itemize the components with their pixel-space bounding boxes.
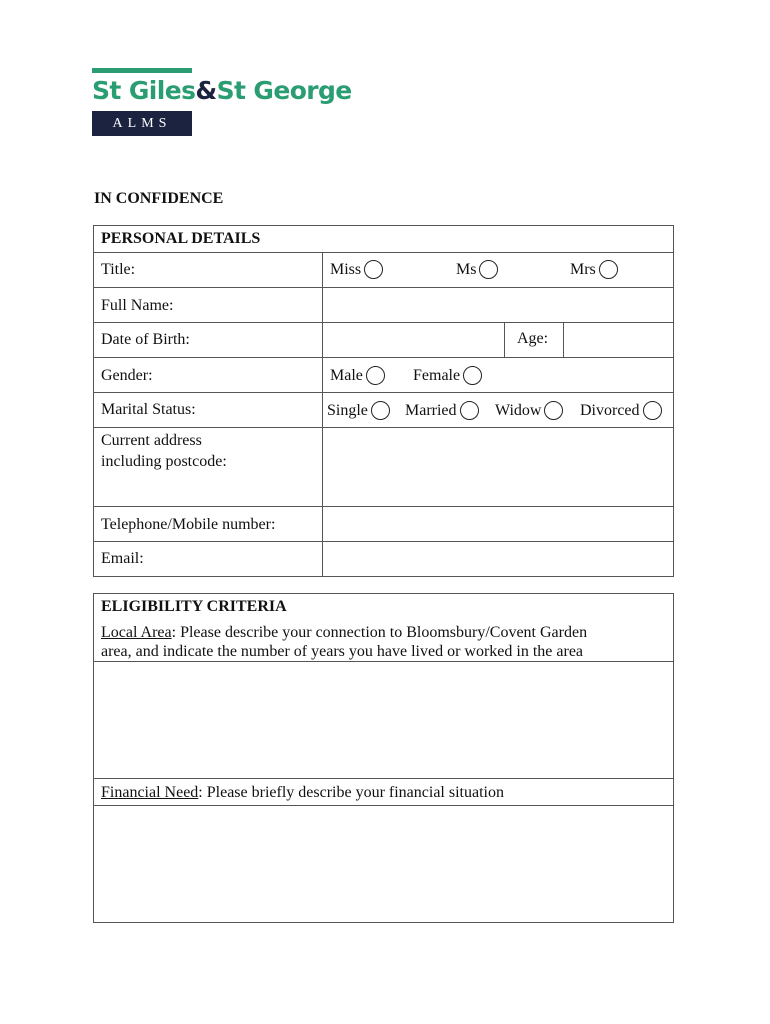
radio-circle-icon[interactable] [599, 260, 618, 279]
address-label-line-1: Current address [101, 432, 202, 449]
fullname-label: Full Name: [101, 297, 174, 314]
address-label [101, 430, 227, 472]
marital-option-widow[interactable] [495, 401, 563, 420]
title-row [94, 253, 673, 288]
marital-option-single[interactable] [327, 401, 390, 420]
gender-option-female[interactable] [413, 366, 482, 385]
eligibility-heading: ELIGIBILITY CRITERIA [101, 598, 287, 615]
marital-option-label: Single [327, 402, 368, 419]
address-label-line-2: including postcode: [101, 453, 227, 470]
marital-option-label: Married [405, 402, 457, 419]
eligibility-table [93, 593, 674, 923]
title-label: Title: [101, 261, 136, 278]
radio-circle-icon[interactable] [366, 366, 385, 385]
local-area-answer-box[interactable] [94, 662, 673, 779]
eligibility-heading-row [94, 594, 673, 662]
address-row [94, 428, 673, 507]
confidence-heading: IN CONFIDENCE [94, 190, 224, 207]
gender-option-label: Female [413, 367, 461, 384]
title-option-miss[interactable] [330, 260, 383, 279]
gender-row [94, 358, 673, 393]
logo-ampersand: & [195, 76, 217, 105]
radio-circle-icon[interactable] [643, 401, 662, 420]
gender-option-label: Male [330, 367, 363, 384]
local-area-text-1: : Please describe your connection to Bloomsbury/Covent Garden [171, 624, 588, 641]
logo-accent-bar [92, 68, 192, 73]
radio-circle-icon[interactable] [463, 366, 482, 385]
organisation-logo [92, 68, 362, 140]
local-area-title: Local Area [101, 624, 172, 641]
local-area-question [101, 623, 665, 661]
logo-wordmark [92, 76, 352, 106]
dob-label: Date of Birth: [101, 331, 190, 348]
personal-details-table [93, 225, 674, 577]
title-option-label: Miss [330, 261, 362, 278]
financial-need-row [94, 779, 673, 806]
financial-need-text: : Please briefly describe your financial situation [198, 784, 504, 801]
marital-label: Marital Status: [101, 401, 196, 418]
gender-option-male[interactable] [330, 366, 385, 385]
email-row [94, 542, 673, 576]
radio-circle-icon[interactable] [460, 401, 479, 420]
marital-row [94, 393, 673, 428]
dob-row [94, 323, 673, 358]
marital-option-label: Widow [495, 402, 542, 419]
financial-need-title: Financial Need [101, 784, 199, 801]
fullname-row [94, 288, 673, 323]
personal-heading-row [94, 226, 673, 253]
phone-row [94, 507, 673, 542]
marital-option-label: Divorced [580, 402, 640, 419]
logo-part-2: St George [216, 76, 352, 105]
gender-label: Gender: [101, 367, 153, 384]
logo-part-1: St Giles [92, 76, 196, 105]
title-option-mrs[interactable] [570, 260, 618, 279]
radio-circle-icon[interactable] [371, 401, 390, 420]
logo-subtitle: ALMS [112, 116, 172, 131]
marital-option-married[interactable] [405, 401, 479, 420]
marital-option-divorced[interactable] [580, 401, 662, 420]
financial-need-question [101, 783, 665, 802]
logo-subtitle-box [92, 111, 192, 136]
personal-details-heading: PERSONAL DETAILS [101, 230, 261, 247]
radio-circle-icon[interactable] [364, 260, 383, 279]
radio-circle-icon[interactable] [544, 401, 563, 420]
title-option-label: Ms [456, 261, 477, 278]
title-option-ms[interactable] [456, 260, 498, 279]
phone-label: Telephone/Mobile number: [101, 516, 276, 533]
email-label: Email: [101, 550, 144, 567]
age-label: Age: [517, 330, 549, 347]
title-option-label: Mrs [570, 261, 596, 278]
local-area-text-2: area, and indicate the number of years you have lived or worked in the area [101, 643, 584, 660]
radio-circle-icon[interactable] [479, 260, 498, 279]
financial-need-answer-box[interactable] [94, 806, 673, 922]
